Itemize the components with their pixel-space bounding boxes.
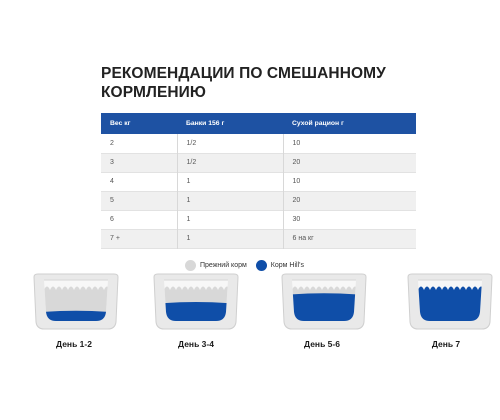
cell-dry-food: 10 — [283, 172, 416, 191]
bowl-icon — [278, 272, 370, 332]
bowl-day-3-4 — [150, 272, 242, 332]
page-title — [101, 64, 431, 102]
old-food-dot-icon — [185, 260, 196, 271]
cell-cans: 1/2 — [177, 153, 283, 172]
cell-weight: 7 + — [101, 229, 177, 248]
table-row — [101, 134, 416, 153]
legend-old-food-label: Прежний корм — [200, 261, 247, 269]
cell-cans: 1 — [177, 210, 283, 229]
day-label: День 7 — [431, 339, 461, 349]
day-label: День 3-4 — [178, 339, 214, 349]
legend-hills-food — [256, 260, 304, 271]
header-dry-food: Сухой рацион г — [283, 113, 416, 134]
table-row — [101, 191, 416, 210]
cell-cans: 1/2 — [177, 134, 283, 153]
hills-food-fill — [286, 293, 362, 321]
legend-old-food — [185, 260, 247, 271]
hills-food-fill — [158, 302, 234, 321]
legend-hills-food-label: Корм Hill's — [270, 261, 304, 269]
table-row — [101, 153, 416, 172]
cell-dry-food: 6 на кг — [283, 229, 416, 248]
cell-cans: 1 — [177, 229, 283, 248]
table-row — [101, 229, 416, 248]
legend — [185, 258, 304, 272]
old-food-fill — [38, 287, 116, 313]
cell-cans: 1 — [177, 172, 283, 191]
cell-dry-food: 20 — [283, 153, 416, 172]
feeding-table — [101, 113, 416, 249]
bowl-icon — [404, 272, 496, 332]
day-label: День 5-6 — [304, 339, 340, 349]
title-line-2: КОРМЛЕНИЮ — [101, 84, 206, 101]
cell-dry-food: 20 — [283, 191, 416, 210]
cell-dry-food: 30 — [283, 210, 416, 229]
cell-dry-food: 10 — [283, 134, 416, 153]
cell-weight: 4 — [101, 172, 177, 191]
bowl-day-1-2 — [30, 272, 122, 332]
bowl-icon — [30, 272, 122, 332]
table-row — [101, 172, 416, 191]
table-row — [101, 210, 416, 229]
header-cans: Банки 156 г — [177, 113, 283, 134]
title-line-1: РЕКОМЕНДАЦИИ ПО СМЕШАННОМУ — [101, 65, 386, 82]
cell-weight: 5 — [101, 191, 177, 210]
bowl-icon — [150, 272, 242, 332]
hills-food-fill — [412, 287, 490, 322]
cell-weight: 6 — [101, 210, 177, 229]
cell-weight: 2 — [101, 134, 177, 153]
hills-food-dot-icon — [256, 260, 267, 271]
bowl-day-7 — [404, 272, 496, 332]
table-header-row — [101, 113, 416, 134]
bowl-day-5-6 — [278, 272, 370, 332]
header-weight: Вес кг — [101, 113, 177, 134]
cell-cans: 1 — [177, 191, 283, 210]
cell-weight: 3 — [101, 153, 177, 172]
day-label: День 1-2 — [56, 339, 92, 349]
